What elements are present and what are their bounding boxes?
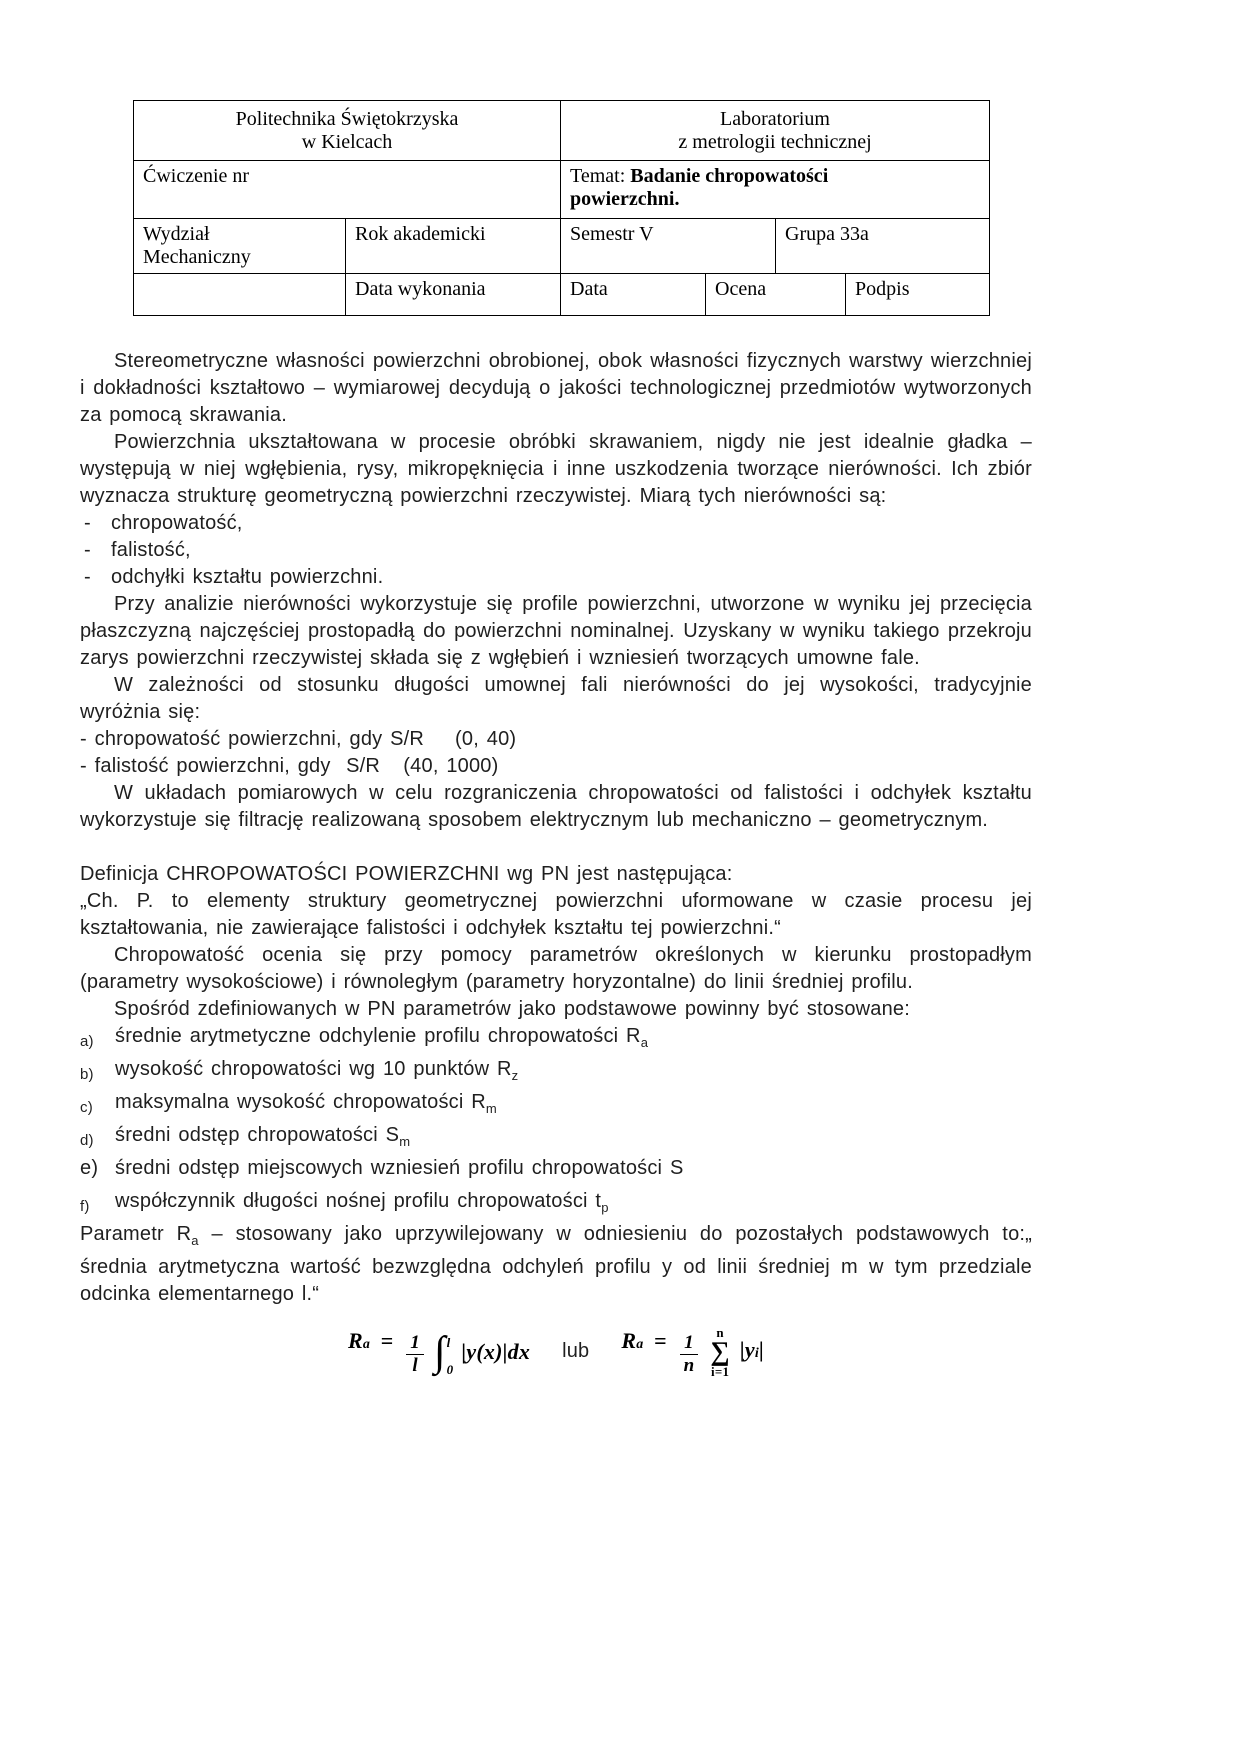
equals-sign: = bbox=[380, 1327, 394, 1353]
paragraph-wave-ratio: W zależności od stosunku długości umownej fali nierówności do jej wysokości, tradycyjnie wyróżnia się: bbox=[80, 674, 1032, 723]
paragraph-stereometric: Stereometryczne własności powierzchni obrobionej, obok własności fizycznych warstwy wierzchniej i dokładności kształtowo – wymiarowej decydują o jakości technologicznej przedmiotów wytworzonych za pomocą skrawania. bbox=[80, 350, 1032, 426]
header-table bbox=[133, 100, 990, 316]
param-text: średnie arytmetyczne odchylenie profilu chropowatości $R_a$ bbox=[115, 1025, 649, 1050]
integral-sign: ∫ bbox=[433, 1328, 446, 1375]
exercise-number-cell: Ćwiczenie nr bbox=[134, 161, 561, 219]
department-cell bbox=[134, 219, 346, 274]
paragraph-definition-heading: Definicja CHROPOWATOŚCI POWIERZCHNI wg PN jest następująca: bbox=[80, 863, 733, 885]
department-line1: Wydział bbox=[143, 223, 210, 245]
paragraph-basic-parameters-intro: Spośród zdefiniowanych w PN parametrów jako podstawowe powinny być stosowane: bbox=[114, 998, 911, 1020]
param-marker: f) bbox=[80, 1198, 90, 1215]
paragraph-surface-machined: Powierzchnia ukształtowana w procesie obróbki skrawaniem, nigdy nie jest idealnie gładka – występują w niej wgłębienia, rysy, mikropęknięcia i inne uszkodzenia tworzące nierówności. Ich zbiór wyznacza strukturę geometryczną powierzchni rzeczywistej. Miarą tych nierówności są: bbox=[80, 431, 1032, 507]
date-cell: Data bbox=[561, 274, 706, 316]
equals-sign: = bbox=[654, 1327, 667, 1353]
ra-formula bbox=[80, 1326, 1032, 1378]
formula-integral-form bbox=[348, 1327, 426, 1377]
param-marker: e) bbox=[80, 1157, 99, 1179]
topic-label: Temat: bbox=[570, 165, 631, 187]
paragraph-definition-quote: „Ch. P. to elementy struktury geometrycznej powierzchni uformowane w czasie procesu jej kształtowania, nie zawierające falistości i odchyłek kształtu tej powierzchni.“ bbox=[80, 890, 1032, 939]
list-item-text: chropowatość, bbox=[111, 512, 243, 534]
summand: |y i | bbox=[739, 1337, 764, 1363]
integral-with-limits bbox=[434, 1329, 453, 1375]
dash-marker: - bbox=[84, 566, 91, 588]
integrand: |y(x)|dx bbox=[461, 1339, 531, 1365]
paragraph-ra-priority: Parametr $R_a$ – stosowany jako uprzywilejowany w odniesieniu do pozostałych podstawowych to:„ średnia arytmetyczna wartość bezwzględna odchyleń profilu y od linii średniej m w tym przedziale odcinka elementarnego l.“ bbox=[80, 1223, 1033, 1305]
summation-with-limits: n ∑ i=1 bbox=[710, 1325, 730, 1379]
connector-word: lub bbox=[562, 1340, 590, 1363]
empty-cell bbox=[134, 274, 346, 316]
param-item-rm bbox=[80, 1089, 1032, 1122]
param-marker: a) bbox=[80, 1033, 94, 1050]
academic-year-cell: Rok akademicki bbox=[346, 219, 561, 274]
group-cell: Grupa 33a bbox=[776, 219, 990, 274]
institution-line1: Politechnika Świętokrzyska bbox=[235, 107, 459, 130]
list-item-sr-waviness: - falistość powierzchni, gdy S/R (40, 1000) bbox=[80, 755, 499, 777]
param-text: maksymalna wysokość chropowatości $R_m$ bbox=[115, 1091, 497, 1116]
param-marker: d) bbox=[80, 1132, 94, 1149]
topic-value-line2: powierzchni. bbox=[570, 188, 680, 210]
list-item-text: odchyłki kształtu powierzchni. bbox=[111, 566, 384, 588]
param-item-tp bbox=[80, 1188, 1032, 1221]
param-item-sm bbox=[80, 1122, 1032, 1155]
institution-cell bbox=[134, 101, 561, 161]
topic-cell bbox=[561, 161, 990, 219]
param-text: współczynnik długości nośnej profilu chropowatości $t_p$ bbox=[115, 1190, 609, 1215]
param-text: średni odstęp chropowatości $S_m$ bbox=[115, 1124, 411, 1149]
formula-sum-form bbox=[621, 1327, 700, 1377]
signature-cell: Podpis bbox=[846, 274, 990, 316]
list-item-text: falistość, bbox=[111, 539, 191, 561]
lab-line1: Laboratorium bbox=[720, 107, 830, 130]
dash-marker: - bbox=[84, 539, 91, 561]
param-marker: b) bbox=[80, 1066, 94, 1083]
topic-value-line1: Badanie chropowatości bbox=[630, 165, 829, 187]
param-marker: c) bbox=[80, 1099, 93, 1116]
param-item-rz bbox=[80, 1056, 1032, 1089]
fraction-one-over-l: $\frac{1}{l}$ bbox=[406, 1332, 424, 1377]
ra-symbol: R a bbox=[348, 1327, 371, 1353]
dash-marker: - bbox=[84, 512, 91, 534]
lab-title-cell bbox=[561, 101, 990, 161]
param-item-s bbox=[80, 1155, 1032, 1188]
paragraph-filtering: W układach pomiarowych w celu rozgraniczenia chropowatości od falistości i odchyłek kształtu wykorzystuje się filtrację realizowaną sposobem elektrycznym lub mechaniczno – geometrycznym. bbox=[80, 782, 1032, 831]
param-text: wysokość chropowatości wg 10 punktów $R_z$ bbox=[115, 1058, 519, 1083]
fraction-one-over-n: $\frac{1}{n}$ bbox=[680, 1332, 699, 1377]
param-text: średni odstęp miejscowych wzniesień profilu chropowatości S bbox=[115, 1157, 684, 1179]
grade-cell: Ocena bbox=[706, 274, 846, 316]
execution-date-cell: Data wykonania bbox=[346, 274, 561, 316]
paragraph-profile-analysis: Przy analizie nierówności wykorzystuje się profile powierzchni, utworzone w wyniku jej przecięcia płaszczyzną najczęściej prostopadłą do powierzchni nominalnej. Uzyskany w wyniku takiego przekroju zarys powierzchni rzeczywistej składa się z wgłębień i wzniesień tworzących umowne fale. bbox=[80, 593, 1032, 669]
document-content bbox=[80, 100, 1032, 1378]
list-item-sr-roughness: - chropowatość powierzchni, gdy S/R (0, 40) bbox=[80, 728, 517, 750]
list-item-roughness bbox=[80, 510, 1032, 537]
param-item-ra bbox=[80, 1023, 1032, 1056]
list-item-waviness bbox=[80, 537, 1032, 564]
list-item-shape-deviations bbox=[80, 564, 1032, 591]
integral-limits: l 0 bbox=[446, 1334, 454, 1377]
sigma-sign: ∑ bbox=[710, 1336, 730, 1366]
document-body bbox=[80, 348, 1032, 1378]
paragraph-parameters-direction: Chropowatość ocenia się przy pomocy parametrów określonych w kierunku prostopadłym (parametry wysokościowe) i równoległym (parametry horyzontalne) do linii średniej profilu. bbox=[80, 944, 1032, 993]
lab-line2: z metrologii technicznej bbox=[678, 130, 872, 153]
semester-cell: Semestr V bbox=[561, 219, 776, 274]
department-line2: Mechaniczny bbox=[143, 246, 251, 268]
institution-line2: w Kielcach bbox=[301, 130, 393, 153]
ra-symbol: R a bbox=[621, 1327, 644, 1353]
